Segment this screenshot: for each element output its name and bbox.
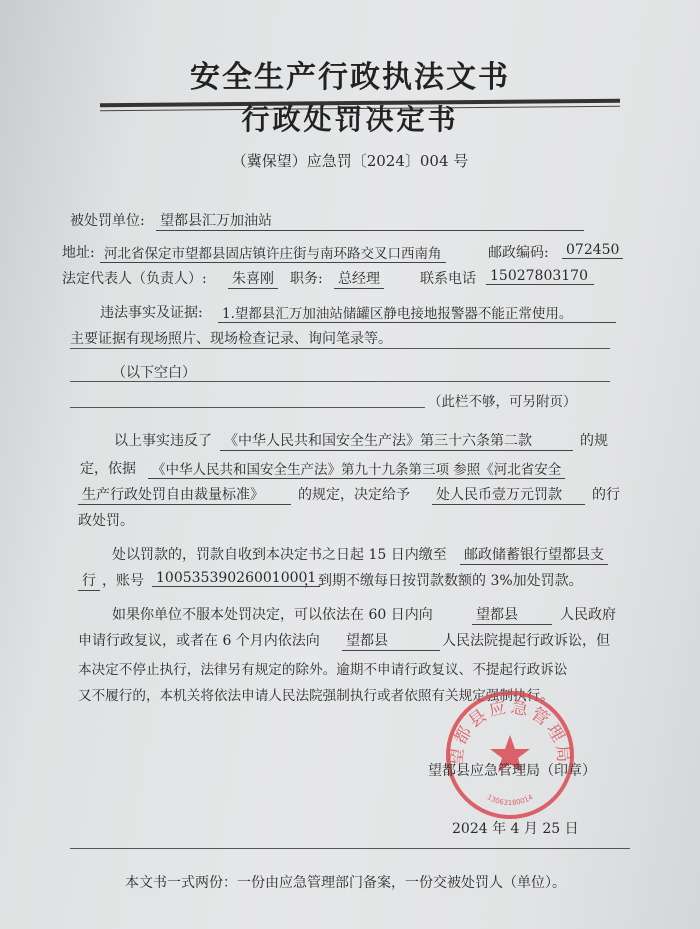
decision-p1-law: 《中华人民共和国安全生产法》第三十六条第二款 <box>220 430 573 451</box>
decision-p1-basis-2: 生产行政处罚自由裁量标准》 <box>78 484 291 505</box>
decision-p3-c: 申请行政复议，或者在 6 个月内依法向 <box>78 633 320 649</box>
facts-line-3: （以下空白） <box>112 365 196 381</box>
decision-p3-d: 人民法院提起行政诉讼，但 <box>442 633 610 649</box>
position-value: 总经理 <box>334 268 384 289</box>
decision-p3-b: 人民政府 <box>560 607 616 623</box>
address-value: 河北省保定市望都县固店镇许庄街与南环路交叉口西南角 <box>100 242 446 263</box>
document-title: 安全生产行政执法文书 <box>190 60 510 95</box>
decision-p1-b: 的规 <box>580 433 608 449</box>
decision-p3-f: 又不履行的，本机关将依法申请人民法院强制执行或者依照有关规定强制执行。 <box>78 688 554 704</box>
rep-label: 法定代表人（负责人）: <box>62 271 207 287</box>
facts-line-1: 1.望都县汇万加油站储罐区静电接地报警器不能正常使用。 <box>218 302 616 323</box>
decision-p1-f: 政处罚。 <box>78 513 134 529</box>
postcode-label: 邮政编码: <box>488 245 549 261</box>
issue-date: 2024 年 4 月 25 日 <box>452 821 579 837</box>
decision-p1-d: 的规定，决定给予 <box>298 487 410 503</box>
unit-label: 被处罚单位: <box>70 213 145 229</box>
decision-p2-a: 处以罚款的，罚款自收到本决定书之日起 15 日内缴至 <box>112 547 447 563</box>
decision-p1-a: 以上事实违反了 <box>114 433 212 449</box>
document-subtitle: 行政处罚决定书 <box>241 103 459 136</box>
phone-label: 联系电话 <box>420 271 476 287</box>
facts-label: 违法事实及证据: <box>100 305 203 321</box>
facts-overflow-note: （此栏不够，可另附页） <box>428 394 577 410</box>
facts-rule-2 <box>70 348 610 349</box>
facts-rule-4 <box>70 407 425 408</box>
facts-line-2: 主要证据有现场照片、现场检查记录、询问笔录等。 <box>70 331 392 347</box>
decision-p2-account: 100535390260010001 <box>152 570 320 587</box>
decision-p3-court: 望都县 <box>342 630 440 651</box>
decision-p2-b: ，账号 <box>102 573 144 589</box>
decision-p2-c: ，到期不缴每日按罚款数额的 3%加处罚款。 <box>304 573 583 589</box>
position-label: 职务: <box>290 271 323 287</box>
document-number: （冀保望）应急罚〔2024〕004 号 <box>231 152 469 170</box>
phone-value: 15027803170 <box>486 268 594 285</box>
facts-rule-3 <box>70 381 610 382</box>
svg-text:13063180014 <box>486 793 535 807</box>
seal-code: 13063180014 <box>485 793 535 808</box>
issuer-signature: 望都县应急管理局（印章） <box>428 763 596 779</box>
seal-text: 望都县应急管理局 <box>446 697 574 767</box>
decision-p1-e: 的行 <box>592 487 620 503</box>
decision-p1-basis: 《中华人民共和国安全生产法》第九十九条第三项 参照《河北省安全 <box>148 458 565 479</box>
unit-value: 望都县汇万加油站 <box>156 210 584 231</box>
decision-p1-c: 定，依据 <box>80 461 136 477</box>
official-seal-icon <box>440 685 580 825</box>
decision-p3-e: 本决定不停止执行，法律另有规定的除外。逾期不申请行政复议、不提起行政诉讼 <box>78 662 568 678</box>
footer-note: 本文书一式两份：一份由应急管理部门备案，一份交被处罚人（单位）。 <box>125 875 566 891</box>
decision-p1-penalty: 处人民币壹万元罚款 <box>432 484 585 505</box>
decision-p2-bank: 邮政储蓄银行望都县支 <box>460 544 608 565</box>
decision-p3-a: 如果你单位不服本处罚决定，可以依法在 60 日内向 <box>112 607 433 623</box>
footer-rule <box>70 848 630 849</box>
decision-p3-gov: 望都县 <box>472 604 552 625</box>
postcode-value: 072450 <box>562 242 623 259</box>
rep-value: 朱喜刚 <box>228 268 278 289</box>
decision-p2-bank-2: 行 <box>78 570 100 591</box>
address-label: 地址: <box>62 245 95 261</box>
